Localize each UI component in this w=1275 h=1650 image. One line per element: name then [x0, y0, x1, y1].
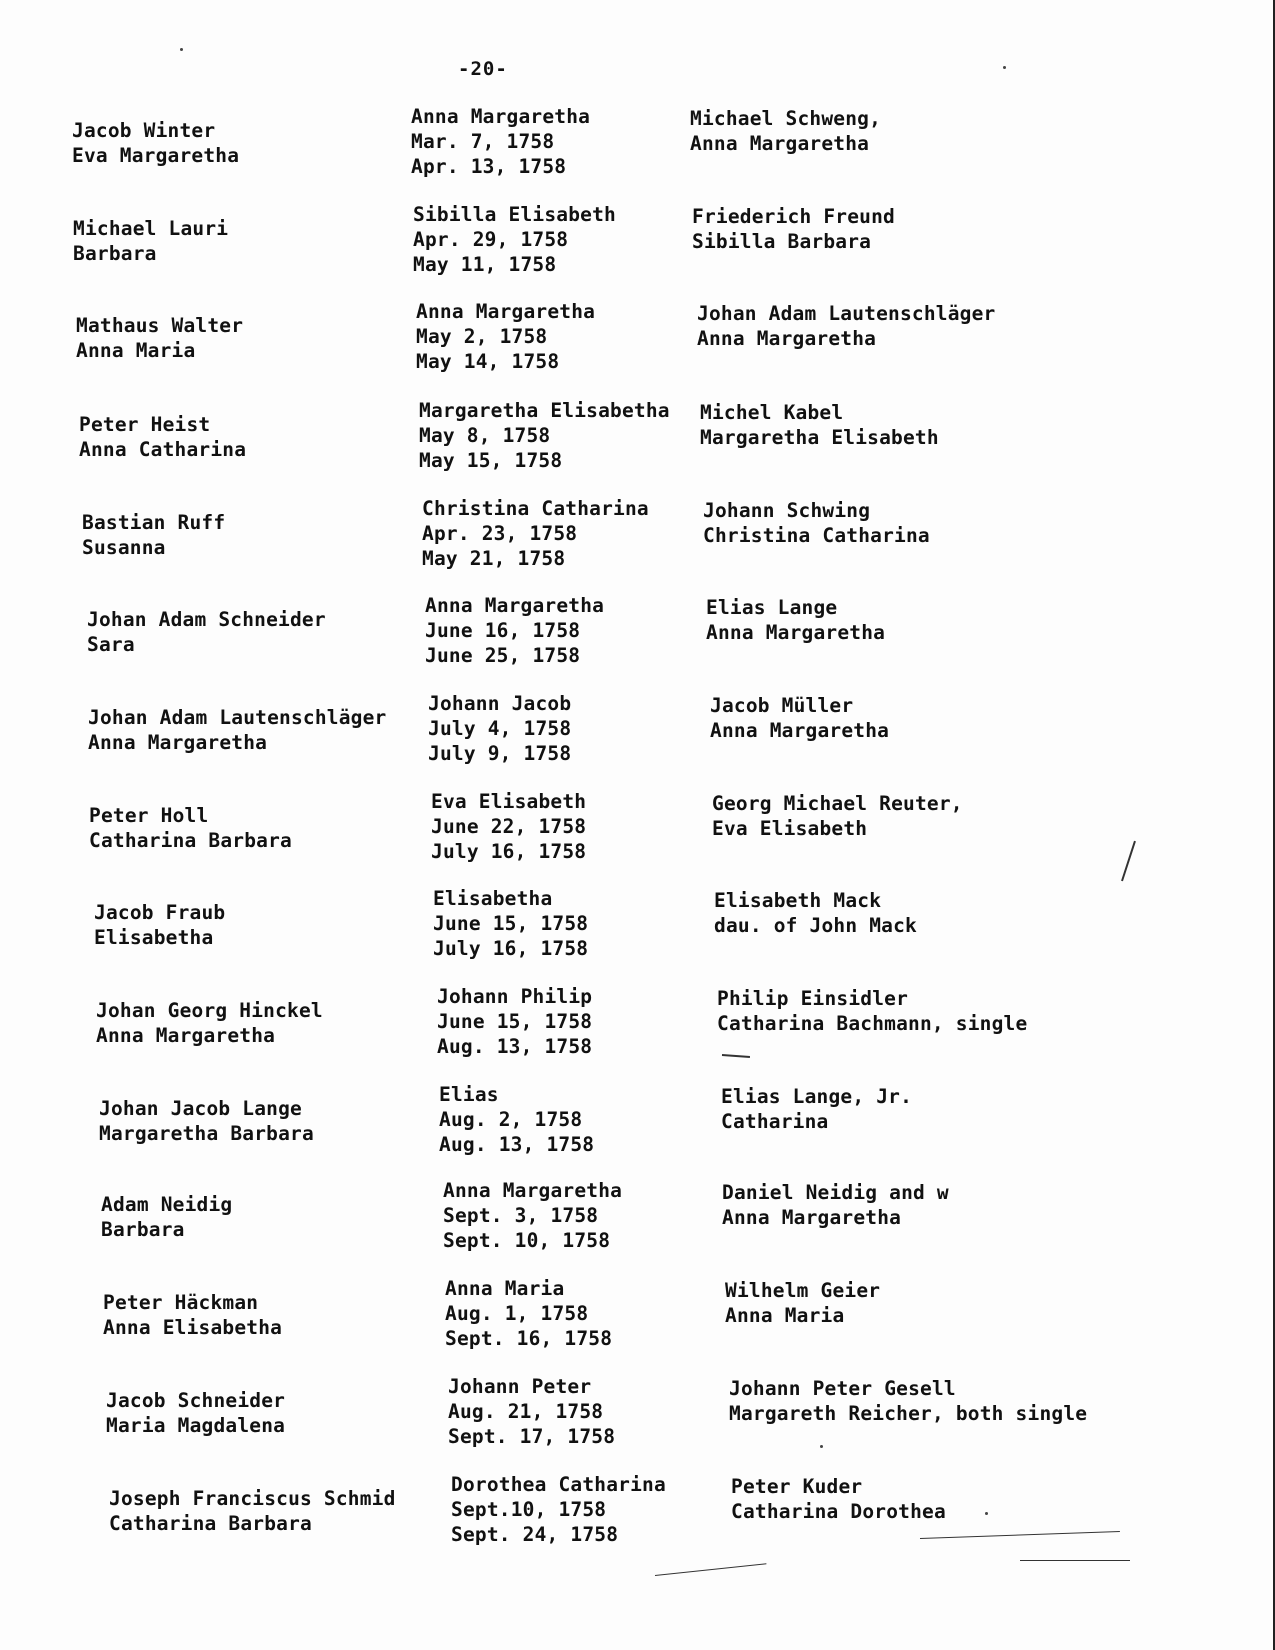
sponsors-first: Elias Lange, Jr. — [721, 1085, 913, 1108]
record-parents — [106, 1388, 285, 1438]
parents-first: Adam Neidig — [101, 1193, 233, 1216]
pen-mark — [722, 1054, 750, 1058]
record-sponsors — [706, 595, 885, 645]
parents-first: Joseph Franciscus Schmid — [109, 1487, 396, 1510]
parents-second: Anna Catharina — [79, 438, 247, 461]
sponsors-second: Margareth Reicher, both single — [729, 1402, 1088, 1425]
sponsors-first: Daniel Neidig and w — [722, 1181, 949, 1204]
birth-date: Mar. 7, 1758 — [411, 130, 555, 153]
pen-mark — [655, 1563, 766, 1576]
birth-date: Aug. 1, 1758 — [445, 1302, 589, 1325]
pen-mark — [1121, 841, 1136, 882]
parents-first: Johan Adam Lautenschläger — [88, 706, 387, 729]
parents-first: Johan Jacob Lange — [99, 1097, 302, 1120]
sponsors-first: Philip Einsidler — [717, 987, 909, 1010]
record-parents — [73, 216, 228, 266]
sponsors-second: Catharina — [721, 1110, 829, 1133]
child-name: Christina Catharina — [422, 497, 649, 520]
baptism-date: Aug. 13, 1758 — [439, 1133, 595, 1156]
parents-second: Eva Margaretha — [72, 144, 240, 167]
record-sponsors — [692, 204, 895, 254]
sponsors-first: Wilhelm Geier — [725, 1279, 881, 1302]
parents-second: Catharina Barbara — [109, 1512, 312, 1535]
sponsors-second: Anna Margaretha — [706, 621, 886, 644]
record-sponsors — [725, 1278, 880, 1328]
record-parents — [89, 803, 292, 853]
birth-date: June 15, 1758 — [433, 912, 589, 935]
baptism-date: Sept. 16, 1758 — [445, 1327, 613, 1350]
child-name: Johann Peter — [448, 1375, 592, 1398]
record-child — [413, 202, 616, 277]
sponsors-first: Johan Adam Lautenschläger — [697, 302, 996, 325]
record-sponsors — [717, 986, 1027, 1036]
baptism-date: May 15, 1758 — [419, 449, 563, 472]
sponsors-second: Anna Margaretha — [690, 132, 870, 155]
sponsors-second: Margaretha Elisabeth — [700, 426, 939, 449]
parents-first: Peter Heist — [79, 413, 211, 436]
child-name: Anna Maria — [445, 1277, 565, 1300]
parents-first: Jacob Winter — [72, 119, 216, 142]
birth-date: June 22, 1758 — [431, 815, 587, 838]
record-child — [416, 299, 595, 374]
record-parents — [76, 313, 243, 363]
baptism-date: July 16, 1758 — [431, 840, 587, 863]
child-name: Anna Margaretha — [443, 1179, 623, 1202]
sponsors-second: dau. of John Mack — [714, 914, 917, 937]
child-name: Margaretha Elisabetha — [419, 399, 670, 422]
birth-date: June 16, 1758 — [425, 619, 581, 642]
parents-second: Catharina Barbara — [89, 829, 292, 852]
record-parents — [101, 1192, 232, 1242]
sponsors-first: Friederich Freund — [692, 205, 895, 228]
record-sponsors — [697, 301, 996, 351]
page-number: -20- — [458, 58, 508, 80]
parents-second: Elisabetha — [94, 926, 214, 949]
baptism-date: July 16, 1758 — [433, 937, 589, 960]
record-child — [445, 1276, 612, 1351]
sponsors-first: Johann Schwing — [703, 499, 871, 522]
baptism-date: June 25, 1758 — [425, 644, 581, 667]
birth-date: Aug. 21, 1758 — [448, 1400, 604, 1423]
child-name: Anna Margaretha — [425, 594, 605, 617]
record-child — [425, 593, 604, 668]
parents-second: Anna Elisabetha — [103, 1316, 283, 1339]
child-name: Anna Margaretha — [416, 300, 596, 323]
record-child — [433, 886, 588, 961]
birth-date: July 4, 1758 — [428, 717, 572, 740]
sponsors-second: Anna Margaretha — [710, 719, 890, 742]
record-parents — [87, 607, 326, 657]
child-name: Johann Philip — [437, 985, 593, 1008]
parents-second: Margaretha Barbara — [99, 1122, 314, 1145]
sponsors-second: Christina Catharina — [703, 524, 930, 547]
sponsors-first: Elias Lange — [706, 596, 838, 619]
parents-second: Anna Margaretha — [88, 731, 268, 754]
record-sponsors — [700, 400, 939, 450]
record-parents — [96, 998, 323, 1048]
sponsors-second: Catharina Bachmann, single — [717, 1012, 1028, 1035]
birth-date: June 15, 1758 — [437, 1010, 593, 1033]
parents-second: Anna Margaretha — [96, 1024, 276, 1047]
birth-date: Sept.10, 1758 — [451, 1498, 607, 1521]
parents-first: Johan Georg Hinckel — [96, 999, 323, 1022]
record-parents — [103, 1290, 282, 1340]
sponsors-first: Georg Michael Reuter, — [712, 792, 963, 815]
record-sponsors — [710, 693, 889, 743]
parents-second: Sara — [87, 633, 135, 656]
parents-first: Jacob Schneider — [106, 1389, 286, 1412]
record-child — [428, 691, 571, 766]
baptism-date: Sept. 24, 1758 — [451, 1523, 619, 1546]
record-parents — [82, 510, 225, 560]
pen-mark — [920, 1531, 1120, 1539]
sponsors-first: Jacob Müller — [710, 694, 854, 717]
baptism-date: Aug. 13, 1758 — [437, 1035, 593, 1058]
baptism-date: July 9, 1758 — [428, 742, 572, 765]
baptism-date: Sept. 10, 1758 — [443, 1229, 611, 1252]
parents-first: Johan Adam Schneider — [87, 608, 326, 631]
parents-second: Maria Magdalena — [106, 1414, 286, 1437]
record-child — [448, 1374, 615, 1449]
baptism-date: May 11, 1758 — [413, 253, 557, 276]
record-sponsors — [729, 1376, 1087, 1426]
record-sponsors — [731, 1474, 946, 1524]
child-name: Elisabetha — [433, 887, 553, 910]
sponsors-second: Sibilla Barbara — [692, 230, 872, 253]
sponsors-second: Anna Margaretha — [697, 327, 877, 350]
record-sponsors — [712, 791, 963, 841]
record-parents — [94, 900, 225, 950]
parents-first: Bastian Ruff — [82, 511, 226, 534]
baptism-date: Sept. 17, 1758 — [448, 1425, 616, 1448]
record-parents — [109, 1486, 396, 1536]
record-child — [443, 1178, 622, 1253]
record-parents — [79, 412, 246, 462]
birth-date: May 2, 1758 — [416, 325, 548, 348]
sponsors-first: Michael Schweng, — [690, 107, 882, 130]
child-name: Elias — [439, 1083, 499, 1106]
sponsors-first: Peter Kuder — [731, 1475, 863, 1498]
record-sponsors — [703, 498, 930, 548]
birth-date: Aug. 2, 1758 — [439, 1108, 583, 1131]
child-name: Dorothea Catharina — [451, 1473, 666, 1496]
record-sponsors — [690, 106, 881, 156]
child-name: Sibilla Elisabeth — [413, 203, 616, 226]
child-name: Johann Jacob — [428, 692, 572, 715]
child-name: Anna Margaretha — [411, 105, 591, 128]
parents-first: Michael Lauri — [73, 217, 229, 240]
record-child — [422, 496, 649, 571]
record-child — [411, 104, 590, 179]
birth-date: Apr. 29, 1758 — [413, 228, 569, 251]
record-child — [439, 1082, 594, 1157]
pen-mark — [1020, 1560, 1130, 1561]
scan-speck — [820, 1445, 823, 1448]
child-name: Eva Elisabeth — [431, 790, 587, 813]
sponsors-second: Anna Maria — [725, 1304, 845, 1327]
record-sponsors — [714, 888, 917, 938]
baptism-date: May 21, 1758 — [422, 547, 566, 570]
sponsors-second: Eva Elisabeth — [712, 817, 868, 840]
record-child — [451, 1472, 666, 1547]
scan-speck — [1003, 66, 1006, 69]
sponsors-first: Johann Peter Gesell — [729, 1377, 956, 1400]
record-child — [437, 984, 592, 1059]
parents-second: Barbara — [101, 1218, 185, 1241]
parents-second: Susanna — [82, 536, 166, 559]
birth-date: May 8, 1758 — [419, 424, 551, 447]
sponsors-second: Catharina Dorothea — [731, 1500, 946, 1523]
birth-date: Sept. 3, 1758 — [443, 1204, 599, 1227]
parents-second: Anna Maria — [76, 339, 196, 362]
parents-second: Barbara — [73, 242, 157, 265]
parents-first: Mathaus Walter — [76, 314, 244, 337]
parents-first: Jacob Fraub — [94, 901, 226, 924]
scan-speck — [180, 48, 183, 51]
parents-first: Peter Holl — [89, 804, 209, 827]
baptism-date: May 14, 1758 — [416, 350, 560, 373]
record-child — [419, 398, 670, 473]
baptism-date: Apr. 13, 1758 — [411, 155, 567, 178]
record-parents — [72, 118, 239, 168]
parents-first: Peter Häckman — [103, 1291, 259, 1314]
record-child — [431, 789, 586, 864]
record-sponsors — [721, 1084, 912, 1134]
record-parents — [99, 1096, 314, 1146]
record-sponsors — [722, 1180, 949, 1230]
sponsors-second: Anna Margaretha — [722, 1206, 902, 1229]
sponsors-first: Elisabeth Mack — [714, 889, 882, 912]
scan-speck — [985, 1512, 988, 1515]
record-parents — [88, 705, 387, 755]
sponsors-first: Michel Kabel — [700, 401, 844, 424]
birth-date: Apr. 23, 1758 — [422, 522, 578, 545]
